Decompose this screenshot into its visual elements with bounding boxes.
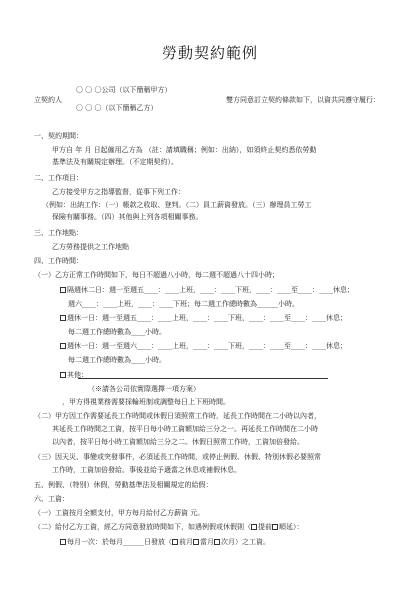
section-heading-work-location: 三、工作地點：	[34, 229, 83, 237]
other-fill-line[interactable]	[78, 378, 328, 379]
option-postpone: 順延）：	[279, 523, 304, 531]
checkbox-icon[interactable]	[60, 287, 66, 293]
section-heading-contract-period: 一、契約期間：	[34, 132, 83, 140]
work-hours-clause-2: 以內者，按平日每小時工資額加給三分之二。休假日照常工作時，工資加倍發給。	[52, 438, 304, 446]
schedule-option-text: 週休一日：週一至週五____：____上班，____：____下班，____：____至____：____休息；	[67, 314, 347, 322]
contract-period-text: 甲方自 年 月 日起僱用乙方為 （註：請填職稱；例如：出納），如須終止契約悉依勞動	[52, 146, 317, 154]
schedule-total-hours-text: 每二週工作總時數為____小時。	[68, 328, 166, 336]
checkbox-icon[interactable]	[193, 539, 199, 545]
wages-payment-option[interactable]	[60, 538, 270, 547]
work-hours-clause-1: （一）乙方正常工作時間如下，每日不超過八小時，每二週不超過八十四小時；	[34, 271, 279, 279]
schedule-note: （※請各公司依實際選擇一項方案）	[88, 385, 200, 393]
option-current-month: 當月	[200, 538, 214, 546]
schedule-option-text: 其他：	[67, 371, 88, 379]
section-heading-work-hours: 四、工作時間：	[34, 257, 83, 265]
contract-period-text: 基準法及有關規定辦理。（不定期契約）。	[52, 158, 178, 166]
work-items-example: 保險有關事務。（四）其他與上列各項相關事務。	[52, 213, 203, 221]
checkbox-icon[interactable]	[60, 343, 66, 349]
schedule-option-text: 週休一日：週一至週六____：____上班，____：____下班，____：____至____：____休息；	[67, 342, 347, 350]
schedule-option-one-day-saturday[interactable]	[60, 342, 347, 351]
schedule-saturday-text: 週六____：____上班，____：____下班；每二週工作總時數為______小時。	[68, 300, 299, 308]
checkbox-icon[interactable]	[60, 315, 66, 321]
checkbox-icon[interactable]	[272, 524, 278, 530]
option-previous-month: 前月	[179, 538, 193, 546]
checkbox-icon[interactable]	[60, 372, 66, 378]
schedule-option-alternate-two-day[interactable]	[60, 286, 354, 295]
section-heading-work-items: 二、工作項目：	[34, 174, 83, 182]
section-heading-leave: 五、例假、（特別）休假，勞動基準法及相關規定的給假：	[34, 481, 213, 489]
party-b-name: 〇 〇 〇（以下簡稱乙方）	[76, 104, 158, 112]
work-items-example: （例如：出納工作：（一）帳款之收取、登判。（二）員工薪資發放。（三）辦理員工勞工	[42, 201, 312, 209]
checkbox-icon[interactable]	[251, 524, 257, 530]
checkbox-icon[interactable]	[214, 539, 220, 545]
work-hours-clause-3: 工作時，工資加倍發給。事後並給予適當之休息或補假休息。	[52, 466, 241, 474]
section-heading-wages: 六、工資：	[34, 495, 69, 503]
option-advance: 提前	[258, 523, 272, 531]
work-hours-clause-3: （三）因天災、事變或突發事件，必須延長工作時間，或停止例假、休假、特別休假必要照常	[34, 453, 321, 461]
wages-payment-text: 每月一次：於每月______日發放（	[67, 538, 172, 546]
checkbox-icon[interactable]	[172, 539, 178, 545]
wages-clause-2	[34, 523, 304, 532]
party-statement: 雙方同意訂立契約條款如下，以資共同遵守履行：	[226, 96, 380, 104]
wages-clause-2-text: （二）給付乙方工資，經乙方同意發放時間如下，如遇例假或休假則（	[34, 523, 251, 531]
work-items-text: 乙方接受甲方之指導監督，從事下列工作：	[52, 188, 185, 196]
option-next-month: 次月）之工資。	[221, 538, 270, 546]
work-location-text: 乙方勞務提供之工作地點	[52, 243, 129, 251]
party-a-name: 〇 〇 〇公司（以下簡稱甲方）	[76, 86, 172, 94]
schedule-total-hours-text: 每二週工作總時數為____小時。	[68, 356, 166, 364]
checkbox-icon[interactable]	[60, 539, 66, 545]
schedule-note: ，甲方得視業務需要採輪班制或調整每日上下班時間。	[62, 398, 230, 406]
work-hours-clause-2: （二）甲方因工作需要延長工作時間或休假日須照常工作時，延長工作時間在二小時以內者，	[34, 412, 321, 420]
schedule-option-text: 隔週休二日：週一至週五____：____上班，____：____下班，____：____至____：____休息；	[67, 286, 354, 294]
schedule-option-one-day-weekday[interactable]	[60, 314, 347, 323]
wages-clause-1: （一）工資按月全額支付，甲方每月給付乙方薪資 元。	[34, 509, 205, 517]
page-title: 勞動契約範例	[161, 44, 258, 62]
work-hours-clause-2: 其延長工作時間之工資，按平日每小時工資額加給三分之一。再延長工作時間在二小時	[52, 425, 318, 433]
contract-parties	[34, 86, 404, 114]
party-label: 立契約人	[34, 96, 62, 104]
